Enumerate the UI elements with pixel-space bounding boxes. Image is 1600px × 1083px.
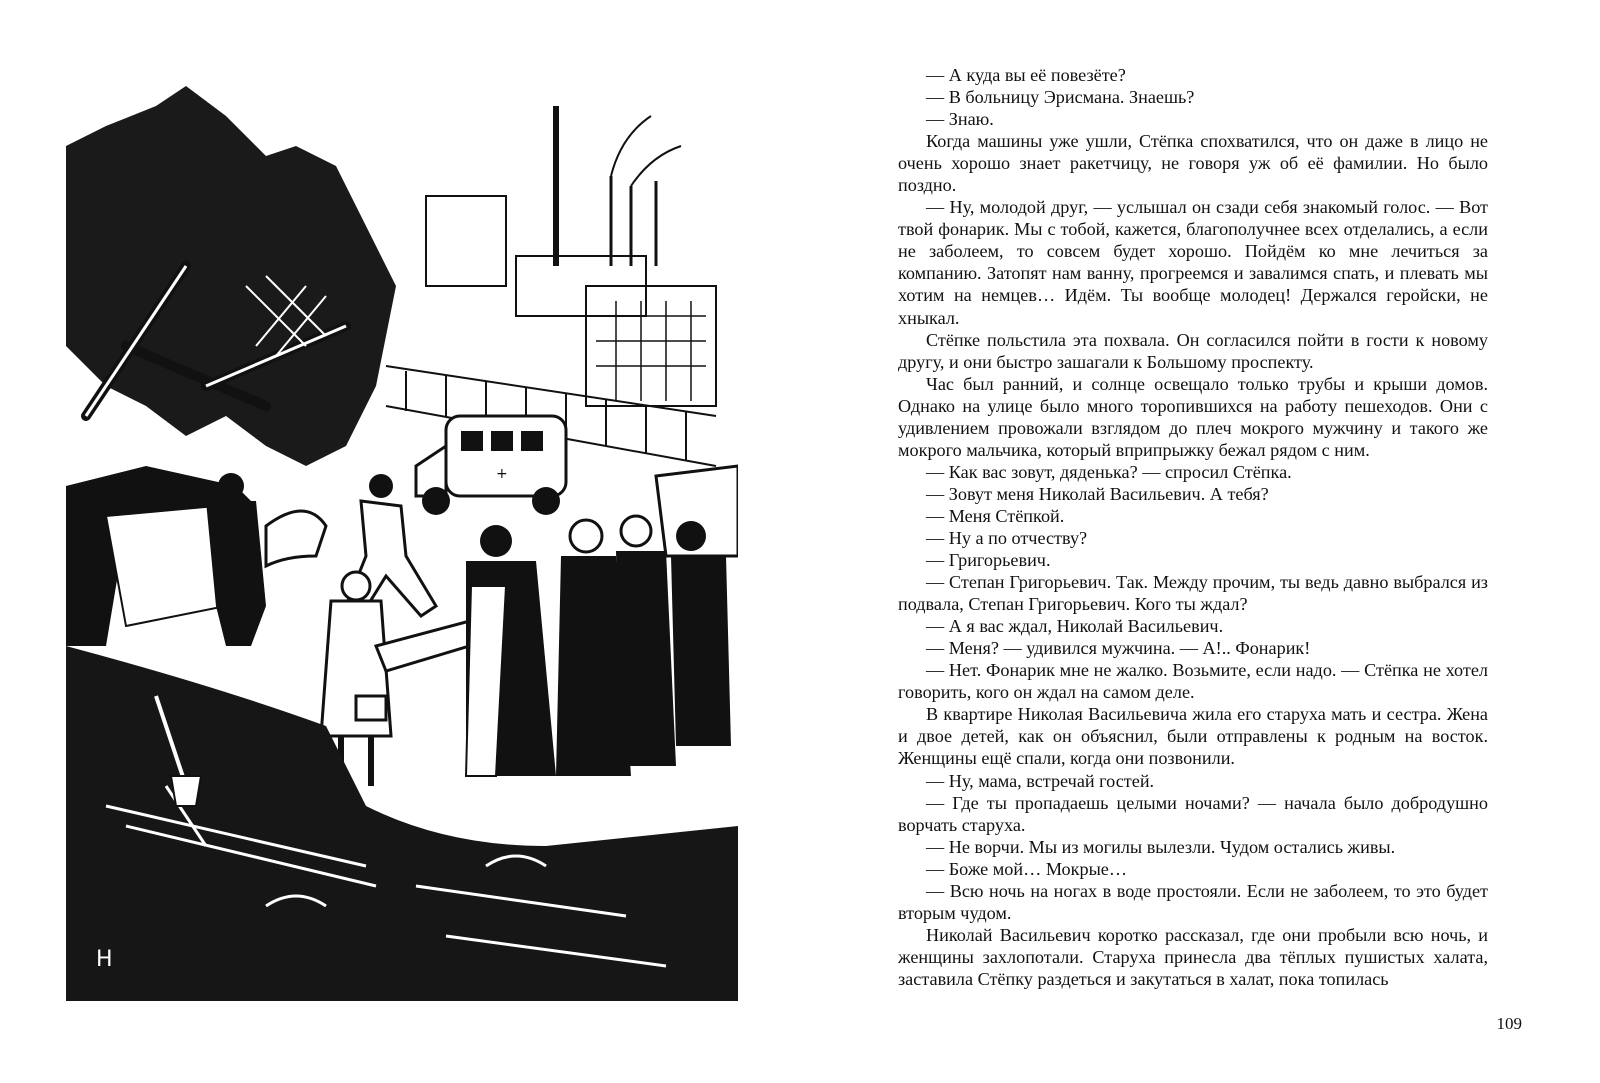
paragraph: Стёпке польстила эта похвала. Он согласился пойти в гости к новому другу, и они быстро зашагали к Большому проспекту.	[898, 329, 1488, 372]
paragraph: — Всю ночь на ногах в воде простояли. Если не заболеем, то это будет вторым чудом.	[898, 880, 1488, 923]
paragraph: — Боже мой… Мокрые…	[926, 858, 1128, 879]
artist-signature: Н	[96, 947, 113, 972]
paragraph: В квартире Николая Васильевича жила его старуха мать и сестра. Жена и двое детей, как он объяснил, были отправлены к родным на восток. Женщины ещё спали, когда они позвонили.	[898, 704, 1488, 769]
paragraph: Николай Васильевич коротко рассказал, где они пробыли всю ночь, и женщины захлопотали. Старуха принесла два тёплых пушистых халата, заставила Стёпку раздеться и закутаться в халат, пока топилась	[898, 924, 1488, 989]
paragraph: — А я вас ждал, Николай Васильевич.	[926, 616, 1224, 637]
paragraph: — Ну а по отчеству?	[926, 527, 1088, 548]
text-page	[898, 64, 1488, 990]
paragraph: — Григорьевич.	[926, 550, 1051, 571]
paragraph: — Степан Григорьевич. Так. Между прочим, ты ведь давно выбрался из подвала, Степан Григорьевич. Кого ты ждал?	[898, 572, 1488, 615]
paragraph: — Ну, молодой друг, — услышал он сзади себя знакомый голос. — Вот твой фонарик. Мы с тобой, кажется, благополучнее всех отделались, а если не заболеем, то совсем будет хорошо. Пойдём ко мне лечиться за компанию. Затопят нам ванну, прогреемся и завалимся спать, и плевать мы хотим на немцев… Идём. Ты вообще молодец! Держался геройски, не хныкал.	[898, 197, 1488, 328]
paragraph: — Как вас зовут, дяденька? — спросил Стёпка.	[926, 461, 1292, 482]
paragraph: — Знаю.	[926, 109, 994, 130]
paragraph: Когда машины уже ушли, Стёпка спохватился, что он даже в лицо не очень хорошо знает ракетчицу, не говоря уж об её фамилии. Но было поздно.	[898, 131, 1488, 196]
paragraph: — Ну, мама, встречай гостей.	[926, 770, 1155, 791]
ink-drawing-icon	[66, 86, 738, 1001]
paragraph: — Где ты пропадаешь целыми ночами? — начала было добродушно ворчать старуха.	[898, 792, 1488, 835]
paragraph: Час был ранний, и солнце освещало только трубы и крыши домов. Однако на улице было много торопившихся на работу пешеходов. Они с удивлением провожали взглядом до плеч мокрого мужчину и такого же мокрого мальчика, который вприпрыжку бежал рядом с ним.	[898, 373, 1488, 460]
paragraph: — А куда вы её повезёте?	[926, 65, 1126, 85]
paragraph: — В больницу Эрисмана. Знаешь?	[926, 87, 1195, 108]
illustration	[66, 86, 738, 1001]
paragraph: — Меня? — удивился мужчина. — А!.. Фонарик!	[926, 638, 1311, 659]
page-number: 109	[1496, 1014, 1522, 1033]
paragraph: — Нет. Фонарик мне не жалко. Возьмите, если надо. — Стёпка не хотел говорить, кого он ждал на самом деле.	[898, 660, 1488, 703]
paragraph: — Зовут меня Николай Васильевич. А тебя?	[926, 483, 1269, 504]
paragraph: — Меня Стёпкой.	[926, 505, 1065, 526]
paragraph: — Не ворчи. Мы из могилы вылезли. Чудом остались живы.	[926, 836, 1396, 857]
svg-text:+: +	[496, 466, 508, 482]
